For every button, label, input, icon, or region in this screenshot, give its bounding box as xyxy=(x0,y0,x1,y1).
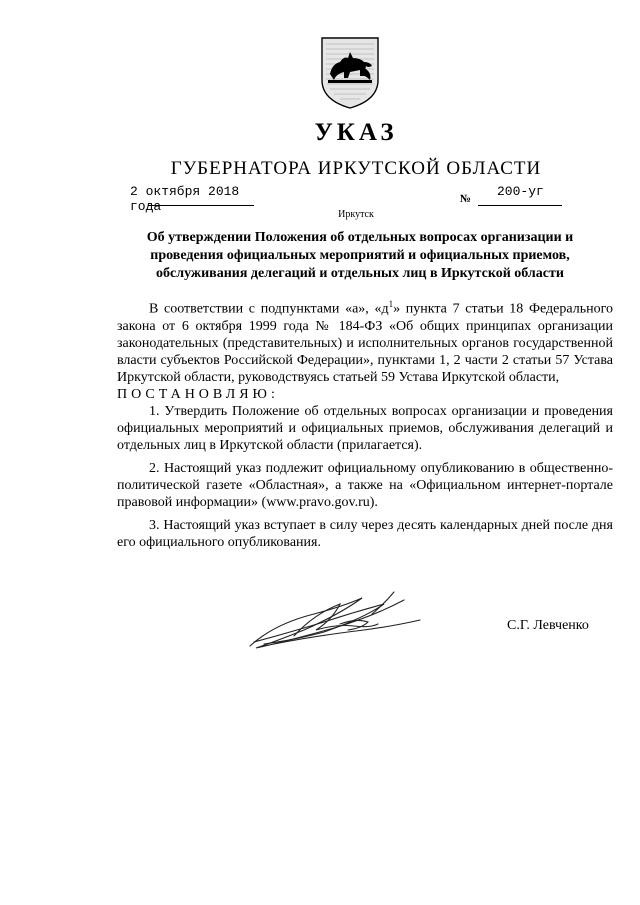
document-heading: Об утверждении Положения об отдельных вопросах организации и проведения официальных мероприятий и официальных приемов, обслуживания делегаций и отдельных лиц в Иркутской области xyxy=(146,230,574,281)
preamble-superscript: 1 xyxy=(388,299,394,309)
number-underline xyxy=(478,205,562,206)
document-type-title: УКАЗ xyxy=(314,119,398,146)
issuer-title: ГУБЕРНАТОРА ИРКУТСКОЙ ОБЛАСТИ xyxy=(170,158,542,179)
document-date: 2 октября 2018 года xyxy=(130,184,240,214)
document-body xyxy=(117,296,613,551)
coat-of-arms-irkutsk-icon xyxy=(320,36,380,110)
decree-item-3: 3. Настоящий указ вступает в силу через десять календарных дней после дня его официального опубликования. xyxy=(117,517,613,550)
date-underline xyxy=(148,205,254,206)
decree-item-1: 1. Утвердить Положение об отдельных вопросах организации и проведения официальных мероприятий и официальных приемов, обслуживания делегаций и отдельных лиц в Иркутской области (прилагается). xyxy=(117,403,613,453)
number-sign: № xyxy=(460,193,472,205)
preamble-text-end: » пункта 7 статьи 18 Федерального закона от 6 октября 1999 года № 184-ФЗ «Об общих принципах организации законодательных (представительных) и исполнительных органов государственной власти субъектов Российской Федерации», пунктами 1, 2 части 2 статьи 57 Устава Иркутской области, руководствуясь статьей 59 Устава Иркутской области, xyxy=(117,301,613,385)
decree-word: ПОСТАНОВЛЯЮ: xyxy=(117,386,279,402)
decree-item-2: 2. Настоящий указ подлежит официальному опубликованию в общественно-политической газете «Областная», а также на «Официальном интернет-портале правовой информации» (www.pravo.gov.ru). xyxy=(117,460,613,510)
handwritten-signature-icon xyxy=(244,584,424,664)
signer-name: С.Г. Левченко xyxy=(507,618,589,633)
preamble-paragraph xyxy=(117,296,613,386)
issue-city: Иркутск xyxy=(338,209,374,220)
document-number: 200-уг xyxy=(497,184,544,199)
preamble-text-start: В соответствии с подпунктами «а», «д xyxy=(149,301,389,317)
